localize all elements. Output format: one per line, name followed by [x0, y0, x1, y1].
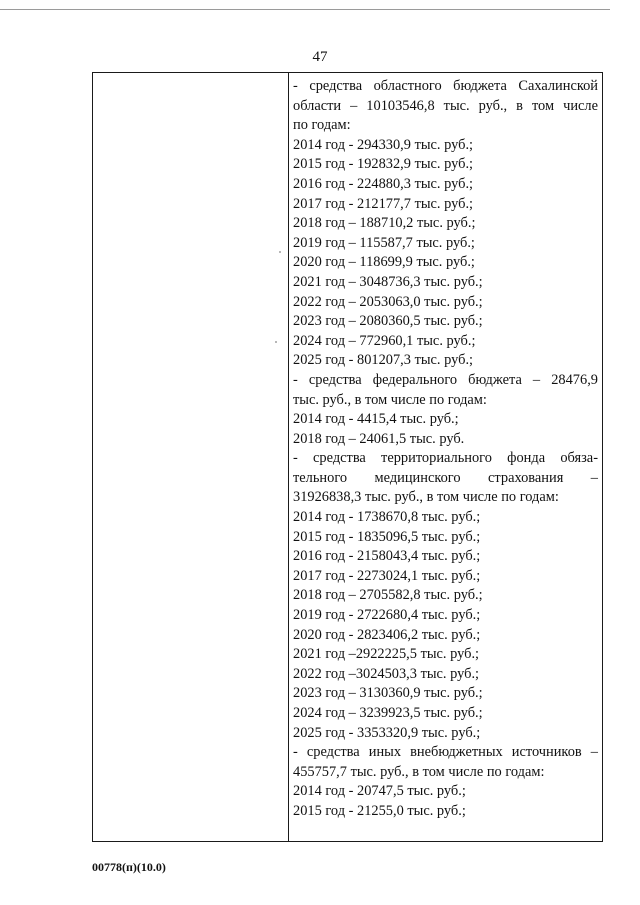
table-left-cell — [93, 73, 289, 841]
document-code: 00778(п)(10.0) — [92, 860, 166, 874]
text-line: тельного медицинского страхования – — [293, 469, 598, 486]
text-line: 2024 год – 3239923,5 тыс. руб.; — [293, 705, 483, 721]
text-line: по годам: — [293, 117, 351, 134]
text-line: 2014 год - 294330,9 тыс. руб.; — [293, 136, 474, 153]
text-line: 2015 год - 1835096,5 тыс. руб.; — [293, 528, 481, 545]
text-line: 2020 год - 2823406,2 тыс. руб.; — [293, 626, 481, 643]
text-line: - средства областного бюджета Сахалинской — [293, 78, 598, 94]
text-line: - средства федерального бюджета – 28476,9 — [293, 371, 598, 388]
text-line: 455757,7 тыс. руб., в том числе по годам: — [293, 763, 545, 780]
text-line: 2021 год – 3048736,3 тыс. руб.; — [293, 273, 483, 290]
text-line: 2025 год - 3353320,9 тыс. руб.; — [293, 724, 481, 741]
text-line: 2023 год – 2080360,5 тыс. руб.; — [293, 313, 483, 330]
text-line: 2015 год - 21255,0 тыс. руб.; — [293, 802, 466, 819]
text-line: 2017 год - 2273024,1 тыс. руб.; — [293, 567, 481, 584]
text-line: 2014 год - 20747,5 тыс. руб.; — [293, 783, 466, 800]
text-line: 2018 год – 24061,5 тыс. руб. — [293, 430, 465, 447]
text-line: 2021 год –2922225,5 тыс. руб.; — [293, 646, 480, 663]
text-line: 2025 год - 801207,3 тыс. руб.; — [293, 352, 474, 369]
text-line: 2016 год - 224880,3 тыс. руб.; — [293, 175, 474, 192]
text-line: 2023 год – 3130360,9 тыс. руб.; — [293, 685, 483, 702]
text-line: тыс. руб., в том числе по годам: — [293, 391, 487, 408]
text-line: области – 10103546,8 тыс. руб., в том числе — [293, 97, 598, 114]
table-right-cell — [289, 73, 602, 841]
funding-table — [92, 72, 603, 842]
text-line: 2014 год - 1738670,8 тыс. руб.; — [293, 509, 481, 526]
text-line: 2019 год - 2722680,4 тыс. руб.; — [293, 607, 481, 624]
text-line: 2017 год - 212177,7 тыс. руб.; — [293, 195, 474, 212]
text-line: 2018 год – 2705582,8 тыс. руб.; — [293, 587, 483, 604]
text-line: - средства иных внебюджетных источников – — [293, 744, 598, 761]
text-line: 2022 год –3024503,3 тыс. руб.; — [293, 665, 480, 682]
text-line: 2018 год – 188710,2 тыс. руб.; — [293, 215, 476, 232]
text-line: 2016 год - 2158043,4 тыс. руб.; — [293, 548, 481, 565]
text-line: 2015 год - 192832,9 тыс. руб.; — [293, 156, 474, 173]
text-line: 2024 год – 772960,1 тыс. руб.; — [293, 332, 476, 349]
page-number: 47 — [312, 49, 328, 65]
scan-speck — [275, 341, 277, 343]
text-line: - средства территориального фонда обяза- — [293, 450, 598, 467]
text-line: 2019 год – 115587,7 тыс. руб.; — [293, 234, 475, 251]
scan-speck — [279, 251, 281, 253]
text-line: 31926838,3 тыс. руб., в том числе по годам: — [293, 489, 559, 506]
text-line: 2022 год – 2053063,0 тыс. руб.; — [293, 293, 483, 310]
top-rule — [0, 9, 610, 10]
text-line: 2020 год – 118699,9 тыс. руб.; — [293, 254, 475, 271]
text-line: 2014 год - 4415,4 тыс. руб.; — [293, 411, 459, 428]
